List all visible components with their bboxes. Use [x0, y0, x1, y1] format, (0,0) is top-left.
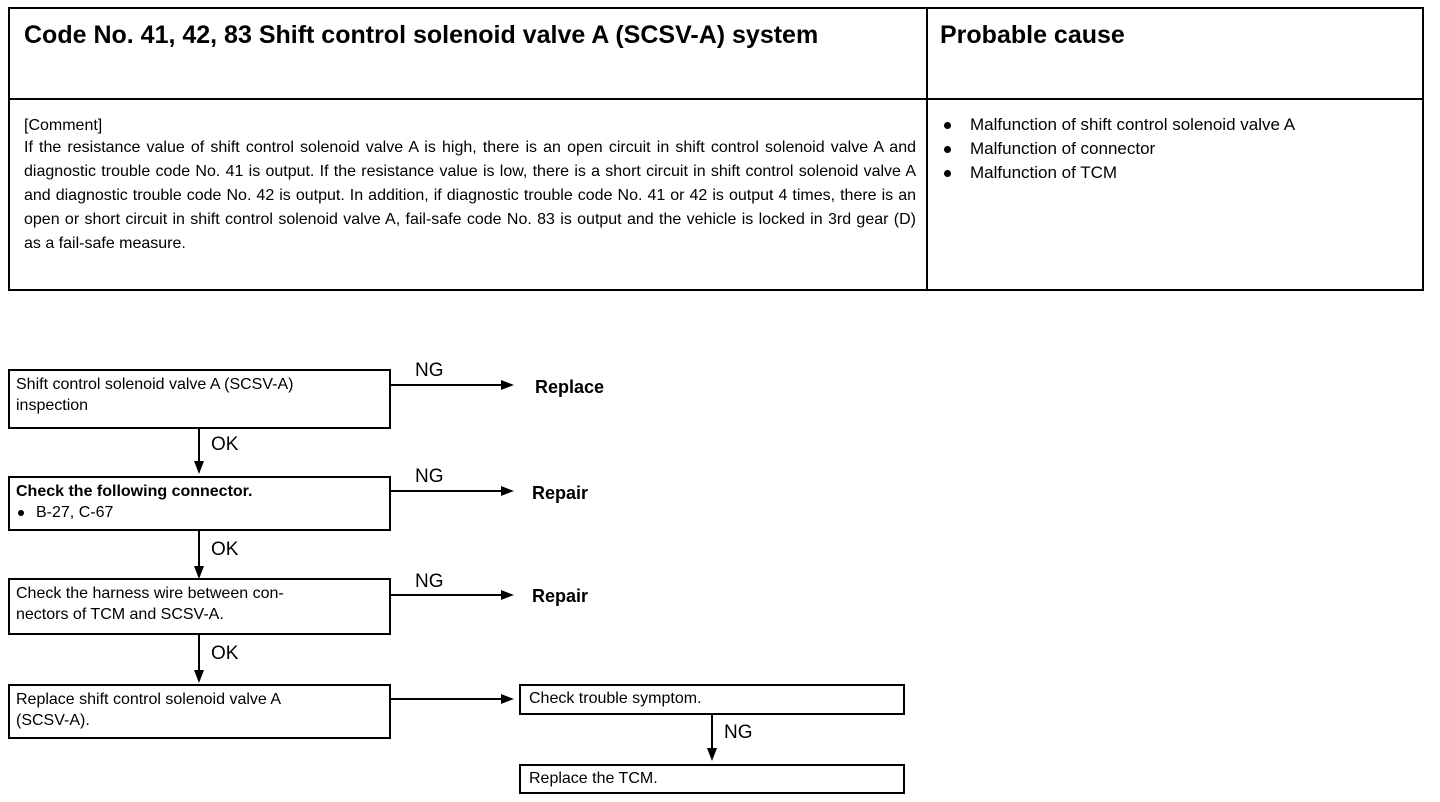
probable-cause-list [938, 113, 1295, 185]
step1-line2: inspection [16, 397, 89, 414]
step4-line2: (SCSV-A). [16, 712, 90, 729]
cause-item: Malfunction of shift control solenoid valve A [938, 113, 1295, 137]
step2-ng-line [391, 490, 501, 492]
step1-ng-arrow [501, 380, 514, 390]
step4-line [391, 698, 501, 700]
step3-ok-arrow [194, 670, 204, 683]
step1-line1: Shift control solenoid valve A (SCSV-A) [16, 376, 294, 393]
step2-title: Check the following connector. [16, 483, 253, 500]
row-divider [10, 98, 1422, 100]
step-check-harness [8, 578, 391, 635]
step6-text: Replace the TCM. [529, 770, 658, 787]
code-heading: Code No. 41, 42, 83 Shift control solenoid valve A (SCSV-A) system [24, 21, 819, 49]
step4-arrow [501, 694, 514, 704]
step-replace-tcm [519, 764, 905, 794]
step1-ng-label: NG [415, 360, 444, 381]
step5-ng-line [711, 715, 713, 749]
step1-ok-label: OK [211, 434, 239, 455]
step3-ok-label: OK [211, 643, 239, 664]
comment-text: If the resistance value of shift control solenoid valve A is high, there is an open circuit in shift control solenoid valve A and diagnostic trouble code No. 41 is output. If the resistance value is low, there is a short circuit in shift control solenoid valve A and diagnostic trouble code No. 42 is output. In addition, if diagnostic trouble code No. 41 or 42 is output 4 times, there is an open or short circuit in shift control solenoid valve A, fail-safe code No. 83 is output and the vehicle is locked in 3rd gear (D) as a fail-safe measure. [24, 139, 916, 252]
step5-ng-arrow [707, 748, 717, 761]
step2-ok-line [198, 531, 200, 567]
cause-item: Malfunction of TCM [938, 161, 1295, 185]
step4-line1: Replace shift control solenoid valve A [16, 691, 282, 708]
step3-ng-line [391, 594, 501, 596]
step3-ng-label: NG [415, 571, 444, 592]
step2-ok-label: OK [211, 539, 239, 560]
step-scsv-a-inspection [8, 369, 391, 429]
step1-ng-line [391, 384, 501, 386]
step5-ng-label: NG [724, 722, 753, 743]
comment-label: [Comment] [24, 117, 103, 134]
step3-ng-arrow [501, 590, 514, 600]
step-check-connector [8, 476, 391, 531]
step3-ok-line [198, 635, 200, 671]
step3-line1: Check the harness wire between con- [16, 585, 284, 602]
step1-ok-arrow [194, 461, 204, 474]
step5-text: Check trouble symptom. [529, 690, 702, 707]
step1-result-replace: Replace [535, 377, 605, 397]
step2-ng-arrow [501, 486, 514, 496]
step3-line2: nectors of TCM and SCSV-A. [16, 606, 224, 623]
step1-ok-line [198, 429, 200, 462]
column-divider [926, 9, 928, 289]
step2-connector-item: B-27, C-67 [16, 502, 383, 523]
step3-result-repair: Repair [532, 586, 589, 606]
step-check-trouble-symptom [519, 684, 905, 715]
step2-result-repair: Repair [532, 483, 589, 503]
diagnostic-table [8, 7, 1424, 291]
cause-item: Malfunction of connector [938, 137, 1295, 161]
step2-ng-label: NG [415, 466, 444, 487]
probable-cause-heading: Probable cause [940, 21, 1125, 49]
step-replace-scsv-a [8, 684, 391, 739]
